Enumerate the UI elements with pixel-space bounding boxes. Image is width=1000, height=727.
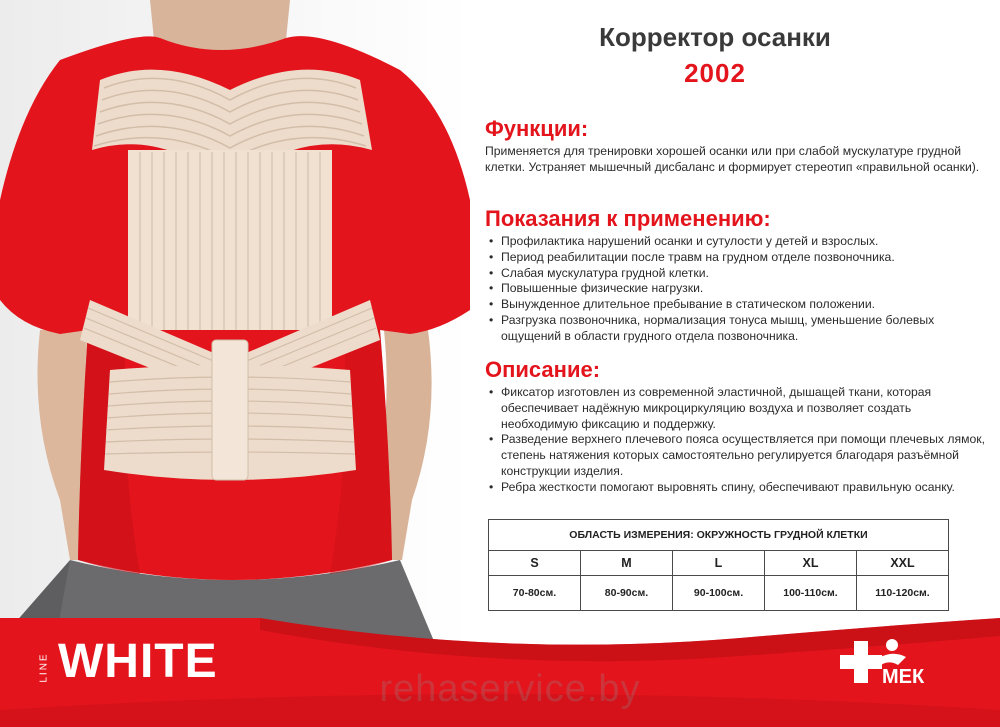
size-range: 70-80см. bbox=[512, 587, 557, 599]
size-table bbox=[488, 519, 949, 611]
size-label: S bbox=[489, 551, 580, 576]
size-range: 100-110см. bbox=[764, 576, 856, 610]
indications-heading: Показания к применению: bbox=[485, 206, 771, 231]
size-ranges-row bbox=[489, 576, 948, 610]
list-item: • Разведение верхнего плечевого пояса осуществляется при помощи плечевых лямок, степень натяжения которых самостоятельно регулируется благодаря разъёмной конструкции изделия. bbox=[485, 432, 985, 479]
watermark: rehaservice.by bbox=[379, 668, 641, 710]
size-label: XXL bbox=[856, 551, 948, 576]
list-item: • Слабая мускулатура грудной клетки. bbox=[485, 266, 985, 282]
list-item: • Разгрузка позвоночника, нормализация тонуса мышц, уменьшение болевых ощущений в области грудного отдела позвоночника. bbox=[485, 313, 985, 345]
size-range: 80-90см. bbox=[580, 576, 672, 610]
size-label: XL bbox=[764, 551, 856, 576]
size-label: L bbox=[672, 551, 764, 576]
indications-list bbox=[485, 234, 985, 345]
product-model-number: 2002 bbox=[684, 58, 746, 88]
list-item: • Профилактика нарушений осанки и сутулости у детей и взрослых. bbox=[485, 234, 985, 250]
logo-text: МЕК bbox=[882, 666, 925, 688]
size-labels-row bbox=[489, 551, 948, 576]
product-title: Корректор осанки bbox=[599, 22, 831, 52]
size-range: 90-100см. bbox=[672, 576, 764, 610]
size-table-title: ОБЛАСТЬ ИЗМЕРЕНИЯ: ОКРУЖНОСТЬ ГРУДНОЙ КЛЕТКИ bbox=[489, 520, 948, 551]
functions-section bbox=[485, 116, 985, 176]
brand-logo bbox=[838, 635, 948, 695]
description-list bbox=[485, 385, 985, 496]
list-item: • Период реабилитации после травм на грудном отделе позвоночника. bbox=[485, 250, 985, 266]
list-item: • Повышенные физические нагрузки. bbox=[485, 281, 985, 297]
size-label: M bbox=[580, 551, 672, 576]
description-heading: Описание: bbox=[485, 357, 601, 382]
line-name: WHITE bbox=[58, 635, 218, 688]
line-label bbox=[36, 642, 52, 694]
list-item: • Вынужденное длительное пребывание в статическом положении. bbox=[485, 297, 985, 313]
indications-section bbox=[485, 206, 985, 345]
size-range: 110-120см. bbox=[856, 576, 948, 610]
line-label-text: LINE bbox=[38, 652, 50, 683]
functions-heading: Функции: bbox=[485, 116, 589, 141]
functions-text: Применяется для тренировки хорошей осанки или при слабой мускулатуре грудной клетки. Устраняет мышечный дисбаланс и формирует стереотип «правильной осанки). bbox=[485, 144, 980, 174]
description-section bbox=[485, 357, 985, 496]
list-item: • Фиксатор изготовлен из современной эластичной, дышащей ткани, которая обеспечивает надёжную микроциркуляцию воздуха и позволяет создать необходимую фиксацию и поддержку. bbox=[485, 385, 985, 432]
list-item: • Ребра жесткости помогают выровнять спину, обеспечивают правильную осанку. bbox=[485, 480, 985, 496]
